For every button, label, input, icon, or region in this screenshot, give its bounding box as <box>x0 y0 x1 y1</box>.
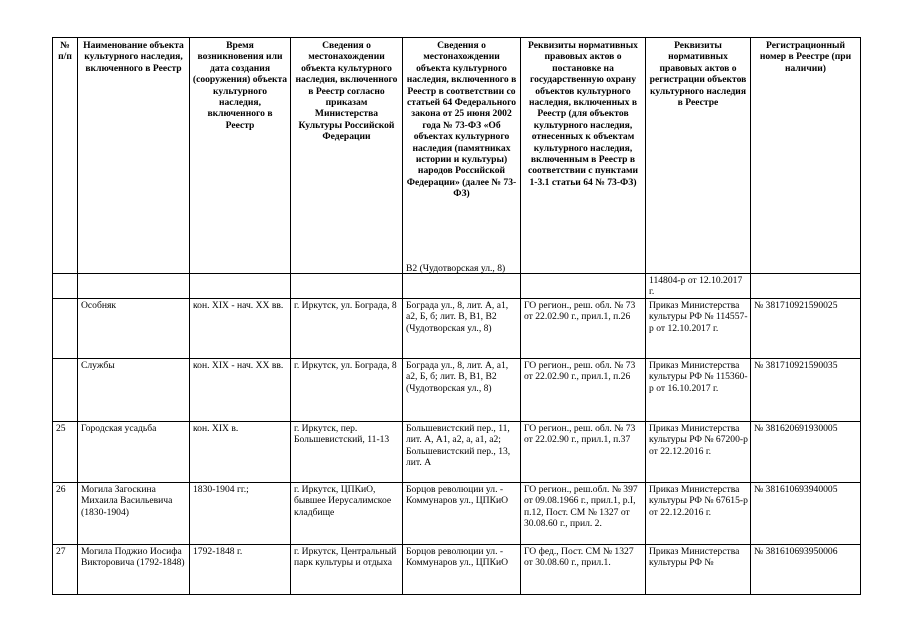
cell-location-ministry: г. Иркутск, ЦПКиО, бывшее Иерусалимское кладбище <box>291 483 403 545</box>
table-row <box>53 422 861 483</box>
cell-protection-acts: ГО регион., реш. обл. № 73 от 22.02.90 г., прил.1, п.26 <box>521 299 646 359</box>
cell-object-name: Особняк <box>78 299 190 359</box>
cell-object-name: Городская усадьба <box>78 422 190 483</box>
cell-registry-number: № 381710921590025 <box>751 299 861 359</box>
cell-number: 27 <box>53 545 78 595</box>
header-location-ministry: Сведения о местонахождении объекта культурного наследия, включенного в Реестр согласно приказам Министерства Культуры Российской Федерации <box>291 38 403 274</box>
cell-location-law: Бограда ул., 8, лит. А, а1, а2, Б, б; лит. В, В1, В2 (Чудотворская ул., 8) <box>403 359 521 422</box>
cell-number: 26 <box>53 483 78 545</box>
table-row <box>53 299 861 359</box>
cell-registry-number: № 381620691930005 <box>751 422 861 483</box>
cell-registration-acts-text: 114804-р от 12.10.2017 г. <box>649 275 743 298</box>
header-row <box>53 38 861 274</box>
cell-number: 25 <box>53 422 78 483</box>
cell-creation-date: кон. XIX - нач. XX вв. <box>190 299 291 359</box>
table-row <box>53 483 861 545</box>
cell-protection-acts: ГО регион., реш. обл. № 73 от 22.02.90 г., прил.1, п.37 <box>521 422 646 483</box>
header-protection-acts: Реквизиты нормативных правовых актов о постановке на государственную охрану объектов культурного наследия, включенных в Реестр (для объектов культурного наследия, отнесенных к объектам культурного наследия, включенным в Реестр в соответствии с пунктами 1-3.1 статьи 64 № 73-ФЗ) <box>521 38 646 274</box>
cell-registration-acts <box>646 274 751 299</box>
cell-registration-acts: Приказ Министерства культуры РФ № <box>646 545 751 595</box>
header-number: № п/п <box>53 38 78 274</box>
cell-registration-acts: Приказ Министерства культуры РФ № 115360-р от 16.10.2017 г. <box>646 359 751 422</box>
cell-registry-number: № 381610693940005 <box>751 483 861 545</box>
table-row <box>53 274 861 299</box>
cell-object-name: Могила Поджио Иосифа Викторовича (1792-1848) <box>78 545 190 595</box>
header-location-law: Сведения о местонахождении объекта культурного наследия, включенного в Реестр в соответствии со статьей 64 Федерального закона от 25 июня 2002 года № 73-ФЗ «Об объектах культурного наследия (памятниках истории и культуры) народов Российской Федерации» (далее № 73-ФЗ) <box>403 38 521 274</box>
cell-registry-number: № 381610693950006 <box>751 545 861 595</box>
cell-object-name: Службы <box>78 359 190 422</box>
cell-object-name: Могила Загоскина Михаила Васильевича (1830-1904) <box>78 483 190 545</box>
cell-creation-date: 1792-1848 г. <box>190 545 291 595</box>
header-object-name: Наименование объекта культурного наследия, включенного в Реестр <box>78 38 190 274</box>
cell-registration-acts: Приказ Министерства культуры РФ № 67615-р от 22.12.2016 г. <box>646 483 751 545</box>
cell-creation-date: кон. XIX в. <box>190 422 291 483</box>
heritage-register-table <box>52 37 861 595</box>
cell-object-name <box>78 274 190 299</box>
header-creation-date: Время возникновения или дата создания (сооружения) объекта культурного наследия, включенного в Реестр <box>190 38 291 274</box>
cell-location-law: Борцов революции ул. - Коммунаров ул., ЦПКиО <box>403 483 521 545</box>
cell-creation-date <box>190 274 291 299</box>
cell-location-ministry <box>291 274 403 299</box>
cell-protection-acts: ГО регион., реш. обл. № 73 от 22.02.90 г., прил.1, п.26 <box>521 359 646 422</box>
cell-number <box>53 299 78 359</box>
cell-creation-date: 1830-1904 гг.; <box>190 483 291 545</box>
cell-location-ministry: г. Иркутск, ул. Бограда, 8 <box>291 359 403 422</box>
cell-location-ministry: г. Иркутск, Центральный парк культуры и отдыха <box>291 545 403 595</box>
header-registration-acts: Реквизиты нормативных правовых актов о регистрации объектов культурного наследия в Реестре <box>646 38 751 274</box>
cell-protection-acts: ГО фед., Пост. СМ № 1327 от 30.08.60 г., прил.1. <box>521 545 646 595</box>
cell-location-ministry: г. Иркутск, ул. Бограда, 8 <box>291 299 403 359</box>
cell-registry-number <box>751 274 861 299</box>
cell-number <box>53 359 78 422</box>
cell-registration-acts: Приказ Министерства культуры РФ № 67200-р от 22.12.2016 г. <box>646 422 751 483</box>
cell-location-law: Бограда ул., 8, лит. А, а1, а2, Б, б; лит. В, В1, В2 (Чудотворская ул., 8) <box>403 299 521 359</box>
table-row <box>53 545 861 595</box>
cell-number <box>53 274 78 299</box>
cell-location-ministry: г. Иркутск, пер. Большевистский, 11-13 <box>291 422 403 483</box>
cell-location-law: Большевистский пер., 11, лит. А, А1, а2, а, а1, а2; Большевистский пер., 13, лит. А <box>403 422 521 483</box>
cell-creation-date: кон. XIX - нач. XX вв. <box>190 359 291 422</box>
cell-protection-acts: ГО регион., реш.обл. № 397 от 09.08.1966 г., прил.1, р.I, п.12, Пост. СМ № 1327 от 30.08.60 г., прил. 2. <box>521 483 646 545</box>
cell-protection-acts <box>521 274 646 299</box>
table-row <box>53 359 861 422</box>
cell-location-law: Борцов революции ул. - Коммунаров ул., ЦПКиО <box>403 545 521 595</box>
cell-location-law-text: В2 (Чудотворская ул., 8) <box>406 263 506 274</box>
cell-registration-acts: Приказ Министерства культуры РФ № 114557-р от 12.10.2017 г. <box>646 299 751 359</box>
header-registry-number: Регистрационный номер в Реестре (при наличии) <box>751 38 861 274</box>
cell-location-law <box>403 263 521 299</box>
cell-registry-number: № 381710921590035 <box>751 359 861 422</box>
